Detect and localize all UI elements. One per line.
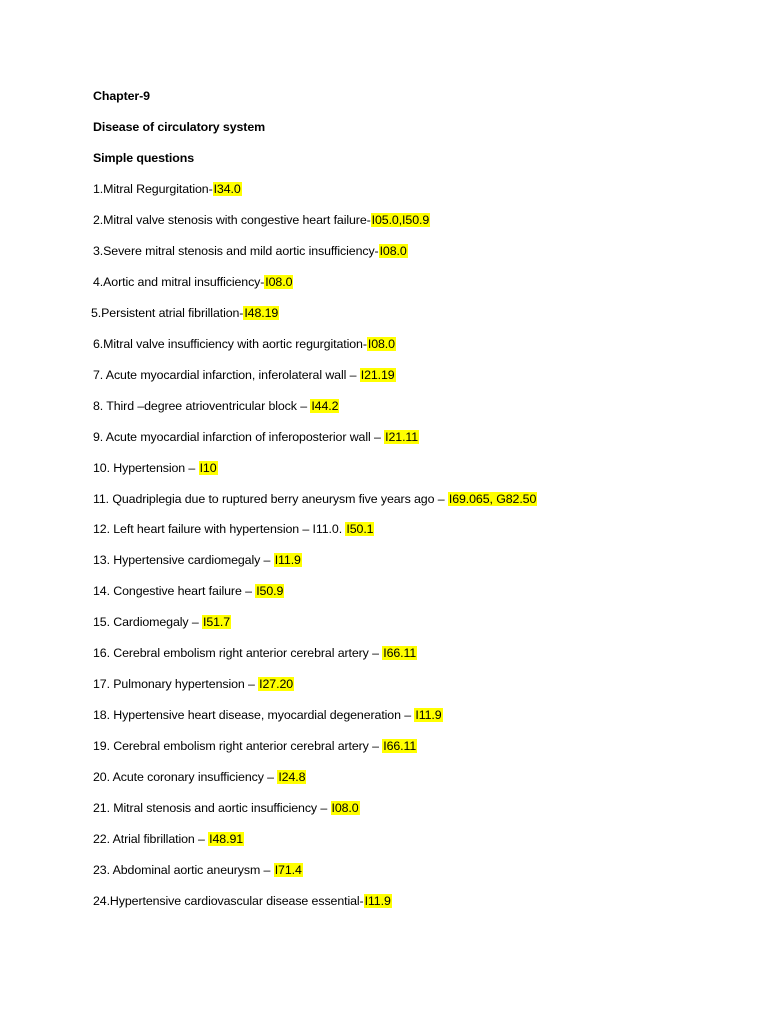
- question-text: 23. Abdominal aortic aneurysm –: [93, 863, 274, 877]
- icd-code-highlight: I08.0: [331, 801, 359, 815]
- question-text: 4.Aortic and mitral insufficiency-: [93, 275, 265, 289]
- icd-code-highlight: I50.9: [256, 584, 284, 598]
- question-text: 8. Third –degree atrioventricular block –: [93, 399, 311, 413]
- icd-code-highlight: I69.065, G82.50: [448, 492, 537, 506]
- icd-code-highlight: I10: [199, 461, 217, 475]
- question-item: [93, 862, 303, 878]
- chapter-label: Chapter-9: [93, 89, 150, 103]
- question-text: 9. Acute myocardial infarction of inferoposterior wall –: [93, 430, 385, 444]
- question-text: 14. Congestive heart failure –: [93, 584, 256, 598]
- icd-code-highlight: I24.8: [278, 770, 306, 784]
- icd-code-highlight: I11.9: [415, 708, 442, 722]
- icd-code-highlight: I11.9: [274, 553, 301, 567]
- question-text: 15. Cardiomegaly –: [93, 615, 202, 629]
- question-item: [93, 769, 306, 785]
- question-text: 21. Mitral stenosis and aortic insufficiency –: [93, 801, 331, 815]
- icd-code-highlight: I08.0: [379, 244, 407, 258]
- question-item: [93, 552, 302, 568]
- question-item: [93, 336, 396, 352]
- icd-code-highlight: I08.0: [265, 275, 293, 289]
- question-item: [93, 429, 419, 445]
- icd-code-highlight: I50.1: [346, 522, 374, 536]
- question-text: 12. Left heart failure with hypertension – I11.0.: [93, 522, 346, 536]
- document-title: Disease of circulatory system: [93, 120, 266, 134]
- question-item: [93, 738, 417, 754]
- question-item: [93, 181, 242, 197]
- icd-code-highlight: I21.11: [385, 430, 419, 444]
- question-text: 16. Cerebral embolism right anterior cerebral artery –: [93, 646, 383, 660]
- question-text: 20. Acute coronary insufficiency –: [93, 770, 278, 784]
- question-item: [93, 707, 443, 723]
- question-item: [93, 398, 339, 414]
- question-item: [93, 367, 396, 383]
- question-item: [93, 274, 293, 290]
- question-text: 7. Acute myocardial infarction, inferolateral wall –: [93, 368, 360, 382]
- section-heading: Simple questions: [93, 151, 194, 165]
- icd-code-highlight: I48.91: [209, 832, 244, 846]
- icd-code-highlight: I51.7: [203, 615, 231, 629]
- question-text: 5.Persistent atrial fibrillation-: [91, 306, 244, 320]
- question-text: 10. Hypertension –: [93, 461, 199, 475]
- question-text: 6.Mitral valve insufficiency with aortic regurgitation-: [93, 337, 367, 351]
- question-item: [93, 676, 294, 692]
- question-item: [93, 614, 231, 630]
- icd-code-highlight: I05.0,I50.9: [371, 213, 430, 227]
- question-text: 22. Atrial fibrillation –: [93, 832, 209, 846]
- question-text: 17. Pulmonary hypertension –: [93, 677, 259, 691]
- question-text: 13. Hypertensive cardiomegaly –: [93, 553, 274, 567]
- icd-code-highlight: I34.0: [213, 182, 241, 196]
- question-item: [91, 305, 279, 321]
- icd-code-highlight: I11.9: [364, 894, 391, 908]
- icd-code-highlight: I66.11: [383, 739, 417, 753]
- icd-code-highlight: I48.19: [244, 306, 279, 320]
- icd-code-highlight: I27.20: [259, 677, 294, 691]
- question-item: [93, 583, 284, 599]
- icd-code-highlight: I71.4: [274, 863, 302, 877]
- icd-code-highlight: I21.19: [360, 368, 395, 382]
- question-item: [93, 831, 244, 847]
- question-text: 18. Hypertensive heart disease, myocardial degeneration –: [93, 708, 415, 722]
- question-text: 24.Hypertensive cardiovascular disease essential-: [93, 894, 364, 908]
- question-item: [93, 460, 218, 476]
- question-text: 11. Quadriplegia due to ruptured berry aneurysm five years ago –: [93, 492, 448, 506]
- question-item: [93, 521, 374, 537]
- question-item: [93, 243, 408, 259]
- question-item: [93, 491, 537, 507]
- question-item: [93, 893, 392, 909]
- icd-code-highlight: I08.0: [367, 337, 395, 351]
- question-text: 19. Cerebral embolism right anterior cerebral artery –: [93, 739, 383, 753]
- question-text: 1.Mitral Regurgitation-: [93, 182, 213, 196]
- question-text: 3.Severe mitral stenosis and mild aortic insufficiency-: [93, 244, 379, 258]
- question-text: 2.Mitral valve stenosis with congestive heart failure-: [93, 213, 371, 227]
- question-item: [93, 800, 360, 816]
- question-item: [93, 645, 417, 661]
- icd-code-highlight: I66.11: [383, 646, 417, 660]
- question-item: [93, 212, 430, 228]
- icd-code-highlight: I44.2: [311, 399, 339, 413]
